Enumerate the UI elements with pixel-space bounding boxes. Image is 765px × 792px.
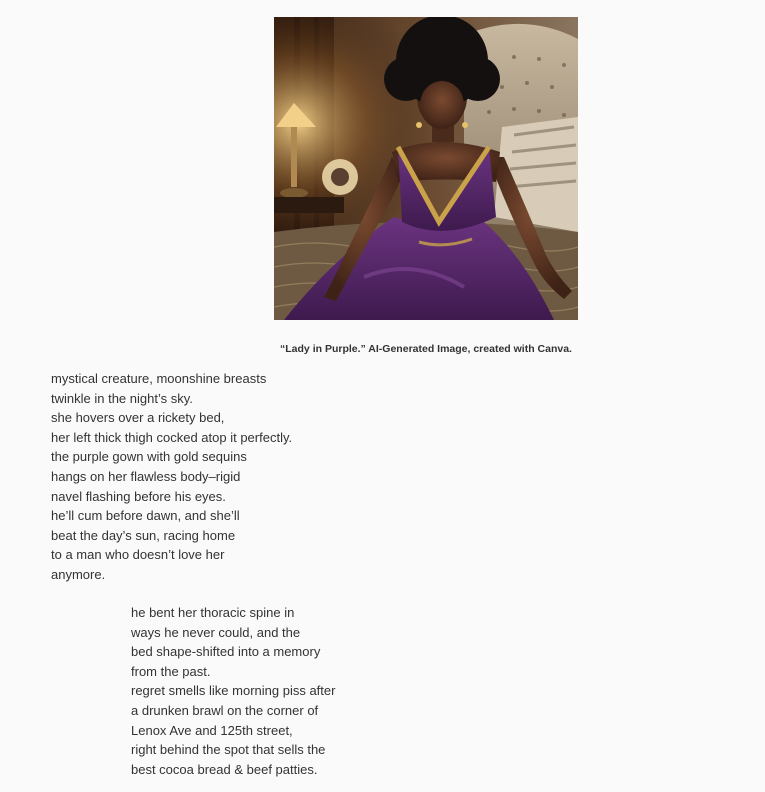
poem-line: he bent her thoracic spine in (131, 605, 295, 620)
poem-line: from the past. (131, 663, 211, 679)
poem-line: ways he never could, and the (131, 624, 301, 640)
poem-line: right behind the spot that sells the (131, 742, 326, 758)
poem-line: bed shape-shifted into a memory (131, 644, 321, 660)
poem-line: her left thick thigh cocked atop it perfectly. (51, 429, 293, 445)
poem-line: navel flashing before his eyes. (51, 488, 226, 504)
poem-line: best cocoa bread & beef patties. (131, 761, 318, 777)
poem-illustration (274, 17, 578, 320)
poem-line: to a man who doesn’t love her (51, 547, 225, 563)
poem-line: regret smells like morning piss after (131, 683, 336, 699)
poem-line: anymore. (51, 566, 106, 582)
poem-line: twinkle in the night’s sky. (51, 390, 193, 406)
image-caption: “Lady in Purple.” AI-Generated Image, created with Canva. (280, 343, 572, 355)
poem-line: she hovers over a rickety bed, (51, 410, 225, 426)
poem-line: Lenox Ave and 125th street, (131, 722, 293, 738)
poem-line: beat the day’s sun, racing home (51, 527, 236, 543)
poem-line: he’ll cum before dawn, and she’ll (51, 508, 240, 524)
poem-stanza-2 (131, 603, 335, 779)
poem-stanza-1 (51, 369, 292, 585)
lady-in-purple-image (274, 17, 578, 320)
poem-line: hangs on her flawless body–rigid (51, 468, 241, 484)
poem-line: mystical creature, moonshine breasts (51, 371, 267, 386)
poem-line: the purple gown with gold sequins (51, 449, 247, 465)
poem-line: a drunken brawl on the corner of (131, 702, 319, 718)
